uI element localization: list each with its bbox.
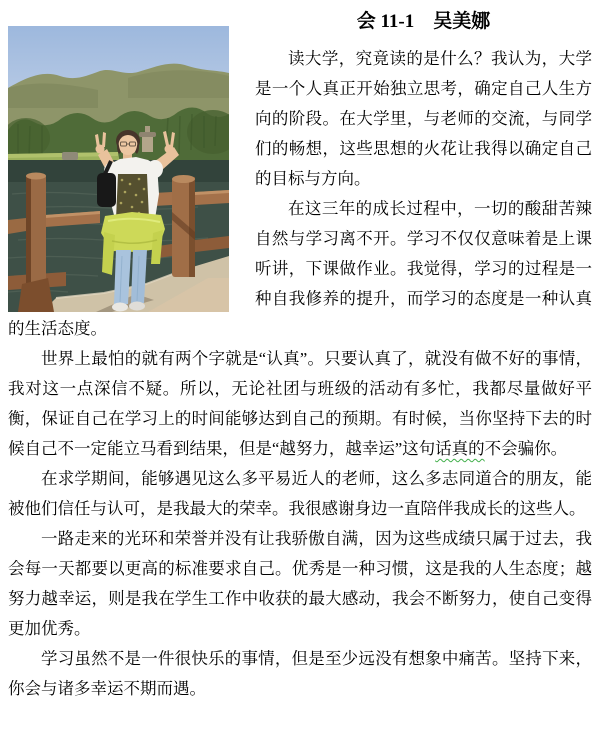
paragraph-5: 一路走来的光环和荣誉并没有让我骄傲自满，因为这些成绩只属于过去，我会每一天都要以更高的标准要求自己。优秀是一种习惯，这是我的人生态度；越努力越幸运，则是我在学生工作中收获的最大感动，我会不断努力，使自己变得更加优秀。	[8, 529, 592, 638]
person-shoe	[112, 303, 128, 312]
paragraph-2: 在这三年的成长过程中，一切的酸甜苦辣自然与学习离不开。学习不仅仅意味着是上课听讲，下课做作业。我觉得，学习的过程是一种自我修养的提升，而学习的态度是一种认真的生活态度。	[8, 199, 592, 338]
grammar-flagged-text: 话真的	[435, 439, 485, 458]
paragraph-6: 学习虽然不是一件很快乐的事情，但是至少远没有想象中痛苦。坚持下来，你会与诸多幸运不期而遇。	[8, 649, 592, 698]
paragraph-3	[8, 344, 592, 464]
person-head	[116, 130, 140, 155]
person-shoe	[129, 302, 145, 311]
page-title: 会 11-1 吴美娜	[356, 11, 491, 32]
student-photo	[8, 26, 229, 312]
paragraph-1: 读大学，究竟读的是什么？我认为，大学是一个人真正开始独立思考，确定自己人生方向的阶段。在大学里，与老师的交流，与同学们的畅想，这些思想的火花让我得以确定自己的目标与方向。	[255, 49, 592, 188]
paragraph-3-text: 世界上最怕的就有两个字就是“认真”。只要认真了，就没有做不好的事情，我对这一点深信不疑。所以，无论社团与班级的活动有多忙，我都尽量做好平衡，保证自己在学习上的时间能够达到自己的预期。有时候，当你坚持下去的时候自己不一定能立马看到结果，但是“越努力，越幸运”这句	[8, 349, 592, 458]
paragraph-4: 在求学期间，能够遇见这么多平易近人的老师，这么多志同道合的朋友，能被他们信任与认可，是我最大的荣幸。我很感谢身边一直陪伴我成长的这些人。	[8, 469, 592, 518]
paragraph-3-text-end: 不会骗你。	[484, 439, 568, 458]
lakeside-photo-graphic	[8, 26, 229, 312]
shoulder-bag	[97, 173, 116, 207]
